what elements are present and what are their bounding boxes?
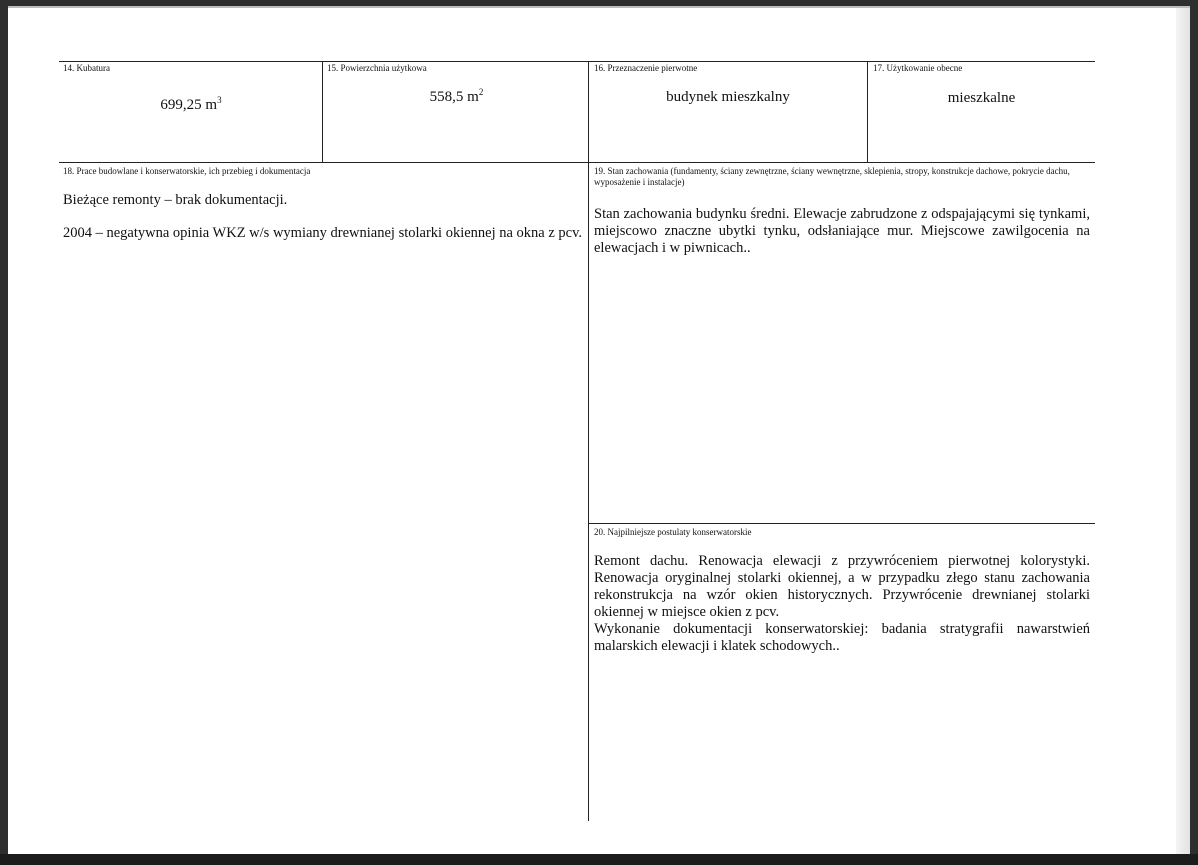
field-20-content xyxy=(594,553,1090,655)
field-15-number: 558,5 m xyxy=(429,89,479,105)
divider-14-15 xyxy=(322,61,323,162)
field-20-paragraph-1: Remont dachu. Renowacja elewacji z przywróceniem pierwotnej kolorystyki. Renowacja oryginalnej stolarki okiennej, a w przypadku złego stanu zachowania rekonstrukcja na wzór okien historycznych. Przywrócenie drewnianej stolarki okiennej w miejsce okien z pcv. xyxy=(594,553,1090,620)
field-19-label: 19. Stan zachowania (fundamenty, ściany zewnętrzne, ściany wewnętrzne, sklepienia, stropy, konstrukcje dachowe, pokrycie dachu, wyposażenie i instalacje) xyxy=(594,166,1070,187)
field-15-unit-sup: 2 xyxy=(478,87,484,97)
field-15-label: 15. Powierzchnia użytkowa xyxy=(327,63,427,73)
field-14-unit-sup: 3 xyxy=(217,95,222,105)
field-18-paragraph-1: Bieżące remonty – brak dokumentacji. xyxy=(63,192,288,208)
field-19-content: Stan zachowania budynku średni. Elewacje zabrudzone z odspajającymi się tynkami, miejscowo znaczne ubytki tynku, odsłaniające mur. Miejscowe zawilgocenia na elewacjach i w piwnicach.. xyxy=(594,206,1090,256)
field-18-paragraph-2: 2004 – negatywna opinia WKZ w/s wymiany drewnianej stolarki okiennej na okna z pcv. xyxy=(63,225,583,241)
field-18-content xyxy=(63,192,583,242)
field-17-value: mieszkalne xyxy=(947,90,1016,106)
row3-rule xyxy=(589,523,1095,524)
field-18-label: 18. Prace budowlane i konserwatorskie, ich przebieg i dokumentacja xyxy=(63,166,311,176)
divider-16-17 xyxy=(867,61,868,162)
field-20-label: 20. Najpilniejsze postulaty konserwatorskie xyxy=(594,527,752,537)
field-17-label: 17. Użytkowanie obecne xyxy=(873,63,963,73)
paper-edge xyxy=(1176,8,1190,856)
field-20-paragraph-2: Wykonanie dokumentacji konserwatorskiej: badania stratygrafii nawarstwień malarskich elewacji i klatek schodowych.. xyxy=(594,621,1090,654)
field-16-value: budynek mieszkalny xyxy=(666,89,790,105)
top-rule xyxy=(59,61,1095,62)
scanner-edge xyxy=(0,854,1198,865)
field-15-value xyxy=(325,89,588,106)
field-14-label: 14. Kubatura xyxy=(63,63,110,73)
field-14-value xyxy=(60,97,322,114)
row2-rule xyxy=(59,162,1095,163)
divider-15-16 xyxy=(588,61,589,821)
field-14-number: 699,25 m xyxy=(160,97,218,113)
form-sheet xyxy=(8,6,1190,856)
field-16-label: 16. Przeznaczenie pierwotne xyxy=(594,63,698,73)
